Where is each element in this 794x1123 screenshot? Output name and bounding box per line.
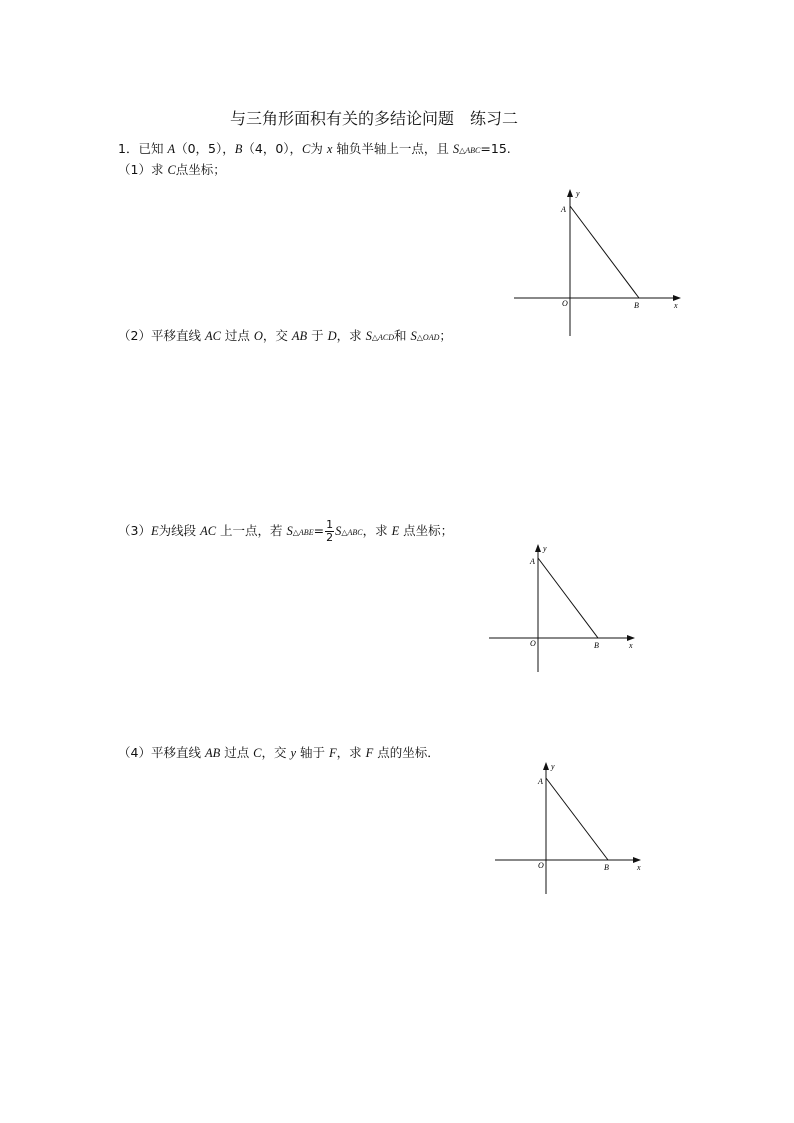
- text: 轴于: [296, 745, 330, 760]
- label-x: x: [637, 863, 641, 872]
- coordinate-figure-1: [508, 186, 694, 340]
- text: 点的坐标．: [373, 745, 440, 760]
- area-symbol: S: [410, 329, 417, 343]
- var-x: x: [326, 142, 333, 156]
- point-a: A: [167, 142, 176, 156]
- problem-number: 1．: [118, 141, 139, 156]
- line-ac: AC: [204, 329, 221, 343]
- fraction-numerator: 1: [326, 518, 334, 531]
- coordinate-figure-2: [484, 542, 646, 676]
- label-a: A: [530, 557, 535, 566]
- area-symbol: S: [335, 524, 342, 538]
- segment-ab: [546, 778, 608, 860]
- text: 于: [307, 328, 328, 343]
- point-d: D: [327, 329, 337, 343]
- point-o: O: [253, 329, 263, 343]
- coordinate-figure-3: [490, 760, 652, 896]
- text: 过点: [220, 745, 254, 760]
- coord-b: （4，0），: [242, 141, 303, 156]
- label-x: x: [629, 641, 633, 650]
- question-4: [118, 745, 440, 761]
- segment-ab: [570, 206, 639, 298]
- var-y: y: [290, 746, 297, 760]
- segment-ab: [538, 558, 598, 638]
- text: 点坐标；: [399, 523, 454, 538]
- point-f: F: [329, 746, 337, 760]
- text: 过点: [220, 328, 254, 343]
- question-1: [118, 162, 226, 178]
- label-o: O: [530, 639, 536, 648]
- text: 轴负半轴上一点，且: [332, 141, 453, 156]
- line-ab: AB: [204, 746, 221, 760]
- text: ，求: [336, 745, 366, 760]
- point-c: C: [302, 142, 311, 156]
- area-subscript: △ABC: [459, 146, 481, 155]
- label-o: O: [562, 299, 568, 308]
- label-b: B: [604, 863, 609, 872]
- problem-statement: [118, 141, 511, 159]
- label-y: y: [551, 762, 555, 771]
- point-b: B: [234, 142, 243, 156]
- text: 为: [310, 141, 327, 156]
- label-x: x: [674, 301, 678, 310]
- page-title: 与三角形面积有关的多结论问题 练习二: [230, 109, 519, 128]
- label-y: y: [543, 544, 547, 553]
- label-a: A: [538, 777, 543, 786]
- q1-text: 点坐标；: [175, 162, 226, 177]
- text: ，求: [362, 523, 392, 538]
- point-e: E: [150, 524, 159, 538]
- area-subscript: △OAD: [416, 333, 440, 342]
- text: 上一点，若: [216, 523, 287, 538]
- area-symbol: S: [286, 524, 293, 538]
- text: ；: [439, 328, 452, 343]
- coord-a: （0，5），: [175, 141, 235, 156]
- area-subscript: △ABC: [341, 528, 363, 537]
- question-3: [118, 519, 453, 544]
- label-a: A: [561, 205, 566, 214]
- area-subscript: △ACD: [371, 333, 395, 342]
- area-symbol: S: [452, 142, 460, 156]
- area-symbol: S: [365, 329, 372, 343]
- text: ，求: [336, 328, 366, 343]
- q4-label: （4）平移直线: [118, 745, 205, 760]
- point-e: E: [391, 524, 400, 538]
- label-y: y: [576, 189, 580, 198]
- fraction-one-half: [325, 519, 334, 544]
- text: 和: [394, 328, 411, 343]
- line-ab: AB: [291, 329, 308, 343]
- segment-ac: AC: [200, 524, 217, 538]
- label-b: B: [634, 301, 639, 310]
- text: 为线段: [158, 523, 201, 538]
- fraction-denominator: 2: [326, 531, 334, 544]
- q3-label: （3）: [118, 523, 151, 538]
- q2-label: （2）平移直线: [118, 328, 205, 343]
- label-b: B: [594, 641, 599, 650]
- point-c: C: [167, 163, 176, 177]
- point-f: F: [365, 746, 374, 760]
- label-o: O: [538, 861, 544, 870]
- text: ，交: [261, 745, 291, 760]
- question-2: [118, 328, 452, 346]
- area-subscript: △ABE: [292, 528, 314, 537]
- text: 已知: [138, 141, 168, 156]
- point-c: C: [253, 746, 262, 760]
- equals-sign: =: [313, 523, 325, 538]
- text: ，交: [262, 328, 292, 343]
- q1-label: （1）求: [118, 162, 168, 177]
- area-value: =15.: [480, 141, 511, 156]
